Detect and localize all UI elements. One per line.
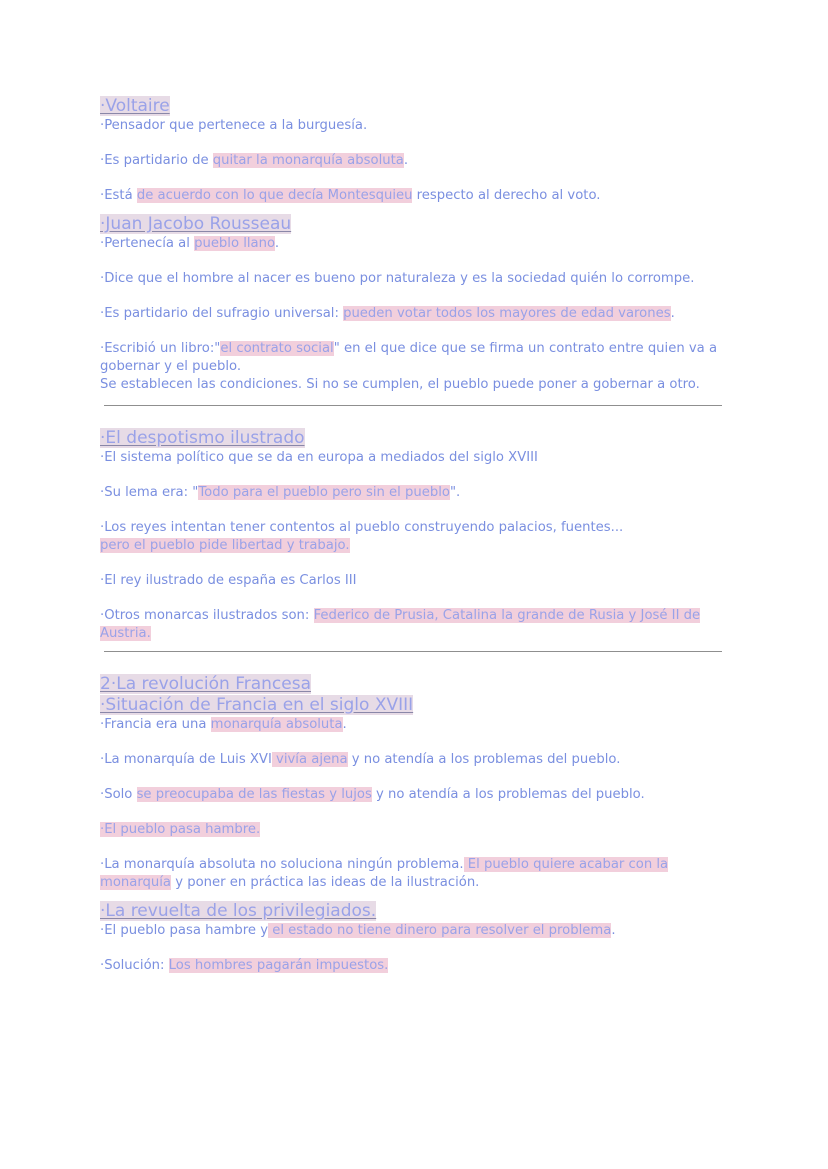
rousseau-p5: Se establecen las condiciones. Si no se cumplen, el pueblo puede poner a gobernar a otro.	[100, 377, 700, 392]
heading-revolucion: 2·La revolución Francesa	[100, 674, 311, 694]
highlight: vivía ajena	[271, 752, 348, 767]
highlight: Federico de Prusia, Catalina la grande de Rusia y José II de Austria.	[100, 608, 701, 641]
highlight: pero el pueblo pide libertad y trabajo.	[100, 538, 350, 553]
highlight: monarquía absoluta	[210, 717, 343, 732]
revolucion-p1: ·Francia era una monarquía absoluta.	[100, 717, 347, 732]
despotismo-p1: ·El sistema político que se da en europa a mediados del siglo XVIII	[100, 450, 538, 465]
revuelta-p2: ·Solución: Los hombres pagarán impuestos.	[100, 958, 389, 973]
revolucion-p3: ·Solo se preocupaba de las fiestas y lujos y no atendía a los problemas del pueblo.	[100, 787, 645, 802]
despotismo-p2: ·Su lema era: "Todo para el pueblo pero sin el pueblo".	[100, 485, 461, 500]
highlight: Los hombres pagarán impuestos.	[168, 958, 389, 973]
rousseau-p4: ·Escribió un libro:"el contrato social" en el que dice que se firma un contrato entre quien va a gobernar y el pueblo.	[100, 341, 718, 374]
despotismo-p5: ·Otros monarcas ilustrados son: Federico de Prusia, Catalina la grande de Rusia y José II de Austria.	[100, 608, 701, 641]
heading-rousseau: ·Juan Jacobo Rousseau	[100, 214, 292, 234]
despotismo-p3: ·Los reyes intentan tener contentos al pueblo construyendo palacios, fuentes...	[100, 520, 624, 535]
revolucion-p5: ·La monarquía absoluta no soluciona ningún problema. El pueblo quiere acabar con la monarquía y poner en práctica las ideas de la ilustración.	[100, 857, 669, 890]
highlight: el contrato social	[220, 341, 334, 356]
highlight: pueblo llano	[194, 236, 275, 251]
despotismo-p3-highlight	[100, 537, 730, 555]
highlight: el estado no tiene dinero para resolver el problema	[268, 923, 612, 938]
highlight: se preocupaba de las fiestas y lujos	[136, 787, 372, 802]
despotismo-p4: ·El rey ilustrado de españa es Carlos III	[100, 573, 357, 588]
revolucion-p4	[100, 821, 730, 839]
highlight: El pueblo quiere acabar con la monarquía	[100, 857, 669, 890]
heading-despotismo: ·El despotismo ilustrado	[100, 428, 305, 448]
voltaire-p2: ·Es partidario de quitar la monarquía absoluta.	[100, 153, 409, 168]
rousseau-p3: ·Es partidario del sufragio universal: pueden votar todos los mayores de edad varones.	[100, 306, 675, 321]
notes-page	[100, 96, 730, 975]
revuelta-p1: ·El pueblo pasa hambre y el estado no tiene dinero para resolver el problema.	[100, 923, 616, 938]
revolucion-p2: ·La monarquía de Luis XVI vivía ajena y no atendía a los problemas del pueblo.	[100, 752, 621, 767]
rousseau-p2: ·Dice que el hombre al nacer es bueno por naturaleza y es la sociedad quién lo corrompe.	[100, 271, 695, 286]
subheading-situacion: ·Situación de Francia en el siglo XVIII	[100, 695, 414, 715]
highlight: Todo para el pueblo pero sin el pueblo	[198, 485, 450, 500]
highlight: pueden votar todos los mayores de edad varones	[343, 306, 671, 321]
highlight: de acuerdo con lo que decía Montesquieu	[136, 188, 413, 203]
heading-voltaire: ·Voltaire	[100, 96, 170, 116]
voltaire-p3: ·Está de acuerdo con lo que decía Montesquieu respecto al derecho al voto.	[100, 188, 601, 203]
voltaire-p1: ·Pensador que pertenece a la burguesía.	[100, 118, 368, 133]
highlight: quitar la monarquía absoluta	[212, 153, 404, 168]
heading-revuelta: ·La revuelta de los privilegiados.	[100, 901, 377, 921]
rousseau-p1: ·Pertenecía al pueblo llano.	[100, 236, 280, 251]
highlight: ·El pueblo pasa hambre.	[100, 822, 261, 837]
